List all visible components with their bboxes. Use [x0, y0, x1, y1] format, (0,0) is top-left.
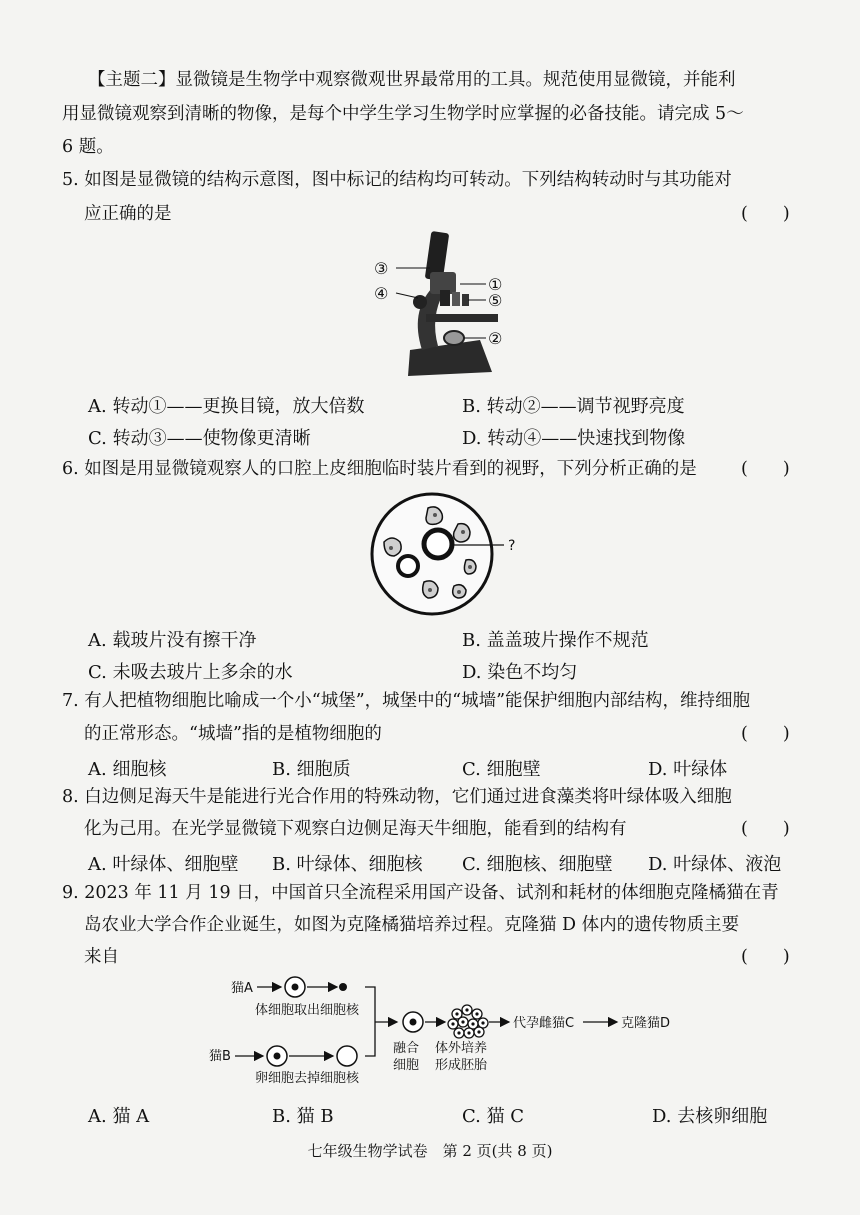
- q6-option-b[interactable]: B. 盖盖玻片操作不规范: [462, 630, 649, 651]
- q6-stem: 6. 如图是用显微镜观察人的口腔上皮细胞临时装片看到的视野，下列分析正确的是: [62, 459, 697, 479]
- q9-option-a[interactable]: A. 猫 A: [88, 1106, 150, 1127]
- page-footer: 七年级生物学试卷 第 2 页(共 8 页): [307, 1142, 553, 1160]
- q8-stem-line-2: 化为己用。在光学显微镜下观察白边侧足海天牛细胞，能看到的结构有: [84, 819, 627, 839]
- intro-line-1: 【主题二】显微镜是生物学中观察微观世界最常用的工具。规范使用显微镜，并能利: [88, 70, 736, 90]
- q9-option-c[interactable]: C. 猫 C: [462, 1106, 525, 1127]
- q9-stem-line-1: 9. 2023 年 11 月 19 日，中国首只全流程采用国产设备、试剂和耗材的体细胞克隆橘猫在青: [62, 883, 779, 903]
- q7-option-d[interactable]: D. 叶绿体: [648, 759, 728, 780]
- q9-option-d[interactable]: D. 去核卵细胞: [652, 1106, 768, 1127]
- q7-option-a[interactable]: A. 细胞核: [88, 759, 167, 780]
- q6-answer-blank[interactable]: ( ): [741, 459, 790, 479]
- q9-option-b[interactable]: B. 猫 B: [272, 1106, 334, 1127]
- q8-stem-line-1: 8. 白边侧足海天牛是能进行光合作用的特殊动物，它们通过进食藻类将叶绿体吸入细胞: [62, 787, 732, 807]
- clone-label-fused-1: 融合: [393, 1041, 420, 1056]
- clone-label-clone: 克隆猫D: [621, 1016, 671, 1031]
- clone-label-cat-b: 猫B: [209, 1049, 231, 1064]
- clone-label-step-b: 卵细胞去掉细胞核: [255, 1071, 360, 1086]
- q9-answer-blank[interactable]: ( ): [741, 947, 790, 967]
- q5-option-d[interactable]: D. 转动④——快速找到物像: [462, 428, 686, 449]
- q7-answer-blank[interactable]: ( ): [741, 724, 790, 744]
- microscope-figure: [370, 222, 570, 382]
- q6-option-d[interactable]: D. 染色不均匀: [462, 662, 578, 683]
- q5-option-a[interactable]: A. 转动①——更换目镜，放大倍数: [88, 396, 365, 417]
- cell-field-figure: [366, 490, 546, 620]
- clone-label-fused-2: 细胞: [393, 1058, 420, 1073]
- intro-line-3: 6 题。: [62, 137, 114, 157]
- clone-process-figure: [205, 976, 695, 1086]
- q6-option-c[interactable]: C. 未吸去玻片上多余的水: [88, 662, 293, 683]
- microscope-label-5: ⑤: [488, 291, 503, 310]
- q7-stem-line-2: 的正常形态。“城墙”指的是植物细胞的: [84, 724, 382, 744]
- q9-stem-line-3: 来自: [84, 947, 119, 967]
- q8-option-c[interactable]: C. 细胞核、细胞壁: [462, 854, 613, 875]
- q9-stem-line-2: 岛农业大学合作企业诞生，如图为克隆橘猫培养过程。克隆猫 D 体内的遗传物质主要: [84, 915, 740, 935]
- q7-stem-line-1: 7. 有人把植物细胞比喻成一个小“城堡”，城堡中的“城墙”能保护细胞内部结构，维持细胞: [62, 691, 751, 711]
- cell-field-question-mark: ?: [508, 538, 516, 554]
- q8-option-a[interactable]: A. 叶绿体、细胞壁: [88, 854, 239, 875]
- q5-option-c[interactable]: C. 转动③——使物像更清晰: [88, 428, 311, 449]
- q8-option-b[interactable]: B. 叶绿体、细胞核: [272, 854, 423, 875]
- microscope-label-2: ②: [488, 329, 503, 348]
- microscope-label-3: ③: [374, 259, 389, 278]
- clone-label-culture-2: 形成胚胎: [435, 1058, 488, 1073]
- microscope-label-1: ①: [488, 275, 503, 294]
- q5-stem-line-2: 应正确的是: [84, 204, 172, 224]
- q5-answer-blank[interactable]: ( ): [741, 204, 790, 224]
- q8-answer-blank[interactable]: ( ): [741, 819, 790, 839]
- clone-label-cat-a: 猫A: [231, 981, 253, 996]
- q8-option-d[interactable]: D. 叶绿体、液泡: [648, 854, 782, 875]
- clone-label-surrogate: 代孕雌猫C: [513, 1016, 575, 1031]
- q7-option-c[interactable]: C. 细胞壁: [462, 759, 541, 780]
- clone-label-step-a: 体细胞取出细胞核: [255, 1003, 360, 1018]
- microscope-label-4: ④: [374, 284, 389, 303]
- q5-stem-line-1: 5. 如图是显微镜的结构示意图，图中标记的结构均可转动。下列结构转动时与其功能对: [62, 170, 732, 190]
- intro-line-2: 用显微镜观察到清晰的物像，是每个中学生学习生物学时应掌握的必备技能。请完成 5～: [62, 104, 744, 124]
- clone-label-culture-1: 体外培养: [435, 1041, 488, 1056]
- q5-option-b[interactable]: B. 转动②——调节视野亮度: [462, 396, 685, 417]
- q6-option-a[interactable]: A. 载玻片没有擦干净: [88, 630, 257, 651]
- q7-option-b[interactable]: B. 细胞质: [272, 759, 351, 780]
